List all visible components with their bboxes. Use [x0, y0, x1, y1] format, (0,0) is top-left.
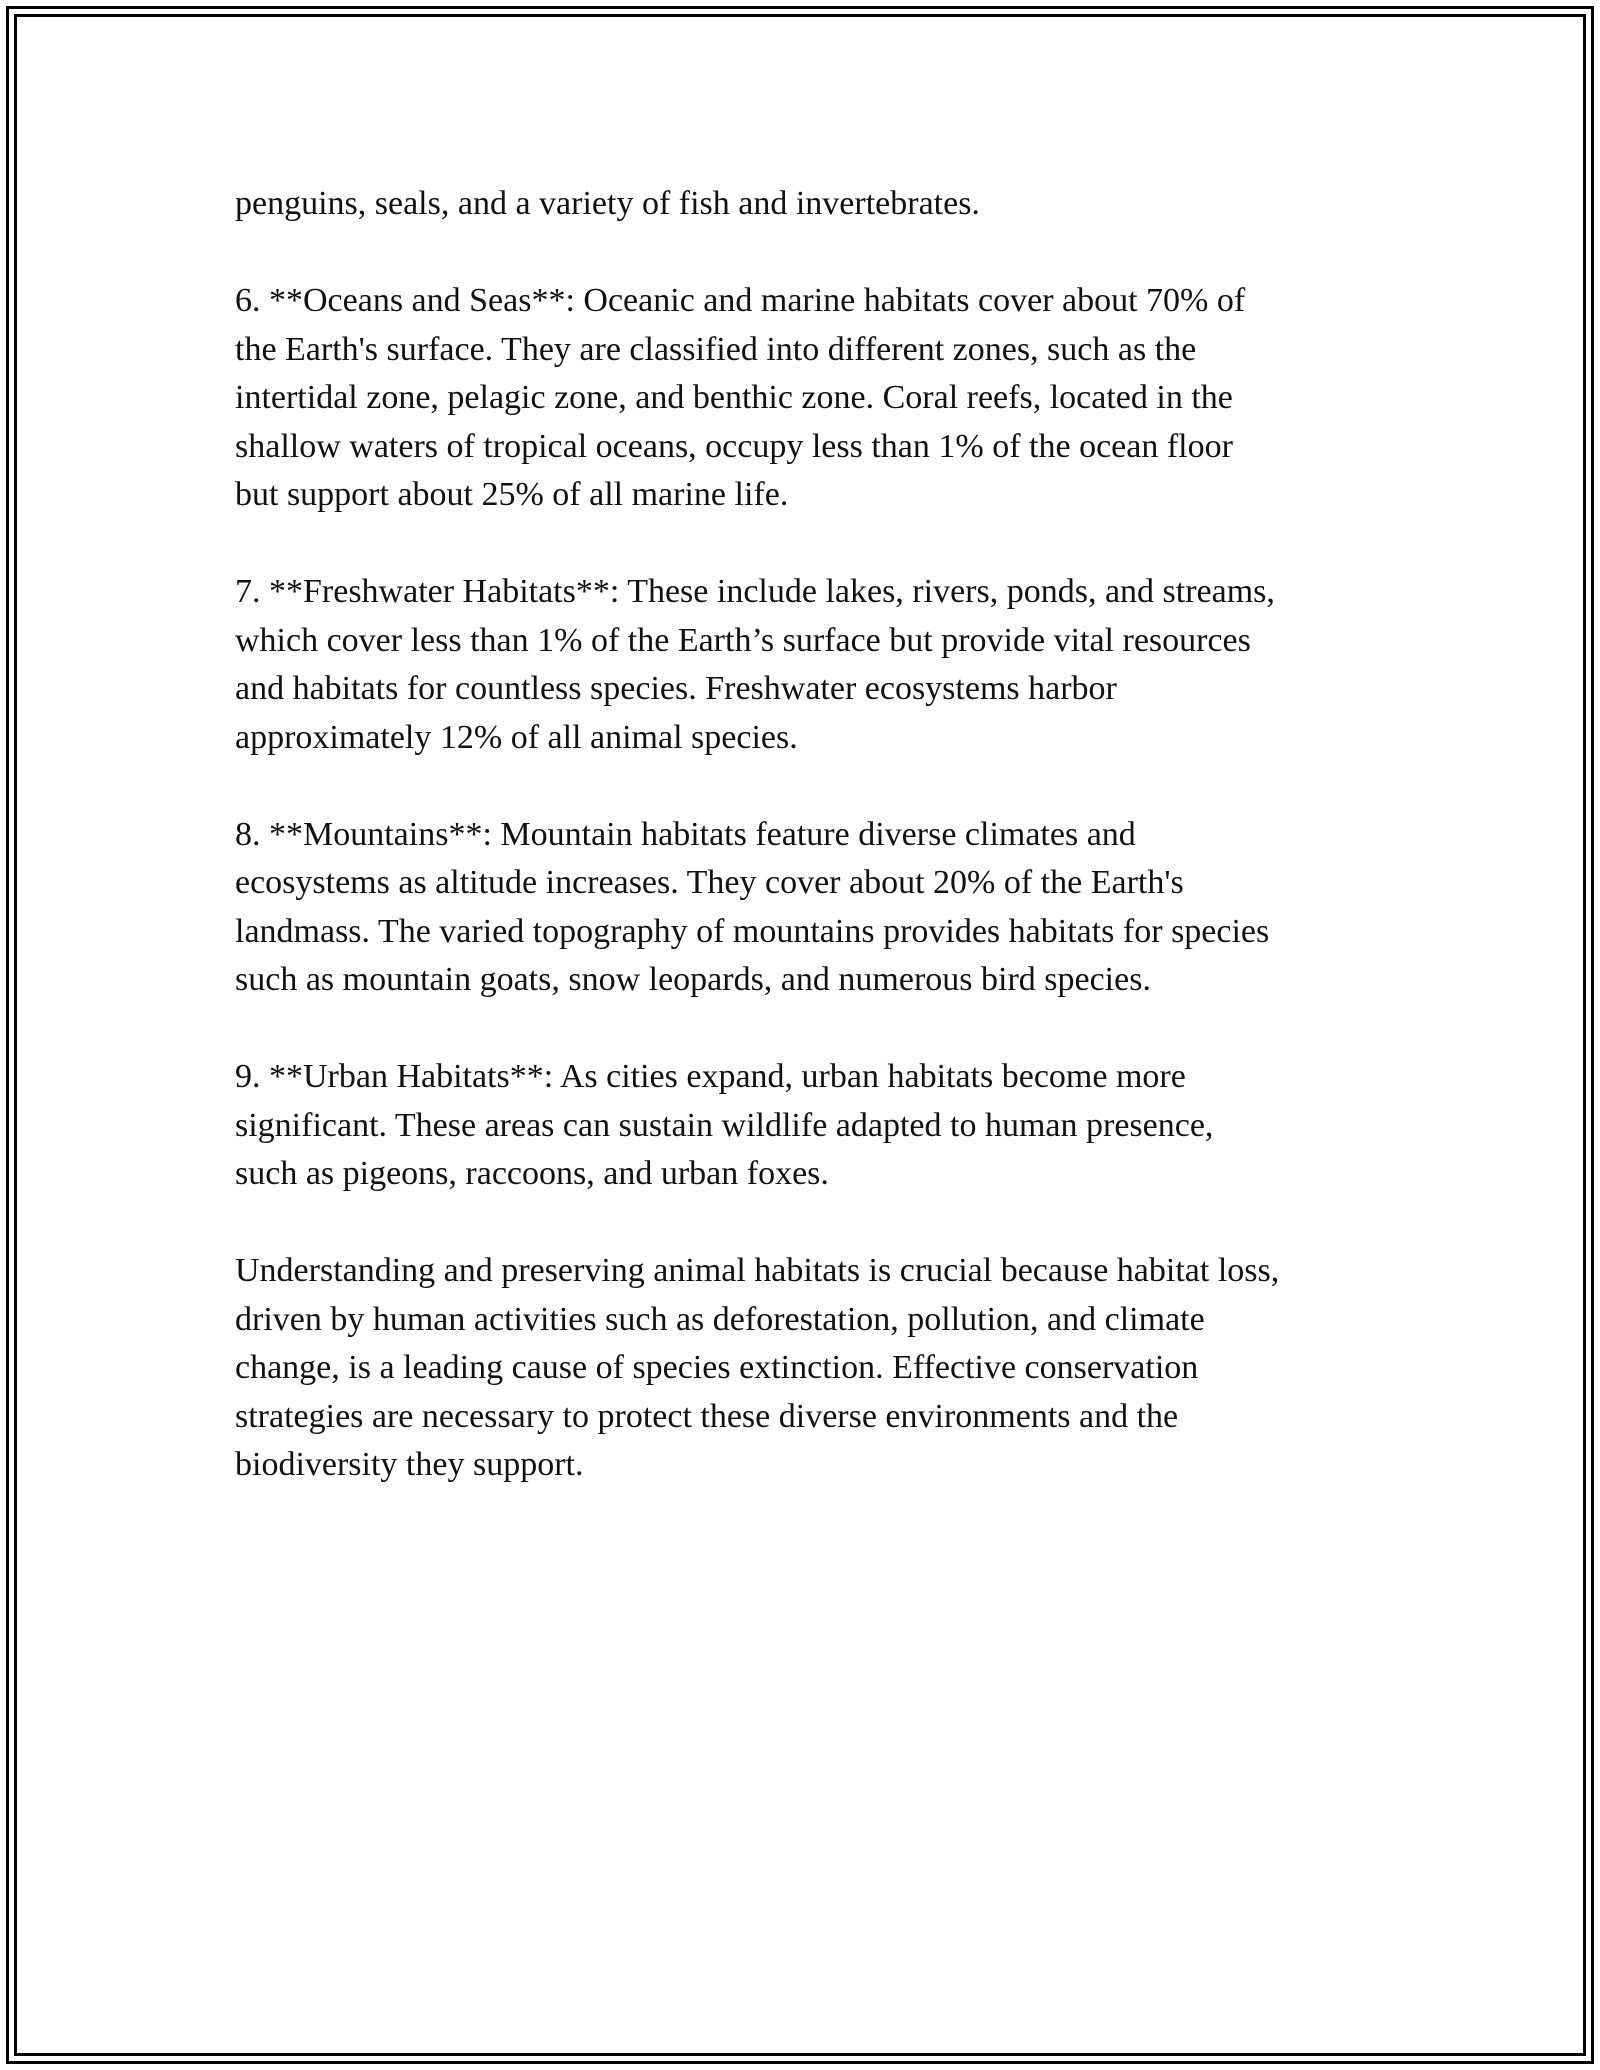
paragraph-oceans-and-seas: 6. **Oceans and Seas**: Oceanic and marine habitats cover about 70% of the Earth's surface. They are classified into different zones, such as the intertidal zone, pelagic zone, and benthic zone. Coral reefs, located in the shallow waters of tropical oceans, occupy less than 1% of the ocean floor but support about 25% of all marine life.: [235, 282, 1246, 513]
document-body: [235, 180, 1385, 1538]
paragraph-conclusion: Understanding and preserving animal habitats is crucial because habitat loss, driven by human activities such as deforestation, pollution, and climate change, is a leading cause of species extinction. Effective conservation strategies are necessary to protect these diverse environments and the biodiversity they support.: [235, 1252, 1280, 1483]
paragraph-mountains: 8. **Mountains**: Mountain habitats feature diverse climates and ecosystems as altitude increases. They cover about 20% of the Earth's landmass. The varied topography of mountains provides habitats for species such as mountain goats, snow leopards, and numerous bird species.: [235, 815, 1270, 998]
paragraph-urban-habitats: 9. **Urban Habitats**: As cities expand, urban habitats become more significant. These areas can sustain wildlife adapted to human presence, such as pigeons, raccoons, and urban foxes.: [235, 1058, 1214, 1192]
paragraph-continuation: penguins, seals, and a variety of fish and invertebrates.: [235, 185, 980, 222]
paragraph-freshwater-habitats: 7. **Freshwater Habitats**: These include lakes, rivers, ponds, and streams, which cover less than 1% of the Earth’s surface but provide vital resources and habitats for countless species. Freshwater ecosystems harbor approximately 12% of all animal species.: [235, 573, 1275, 756]
